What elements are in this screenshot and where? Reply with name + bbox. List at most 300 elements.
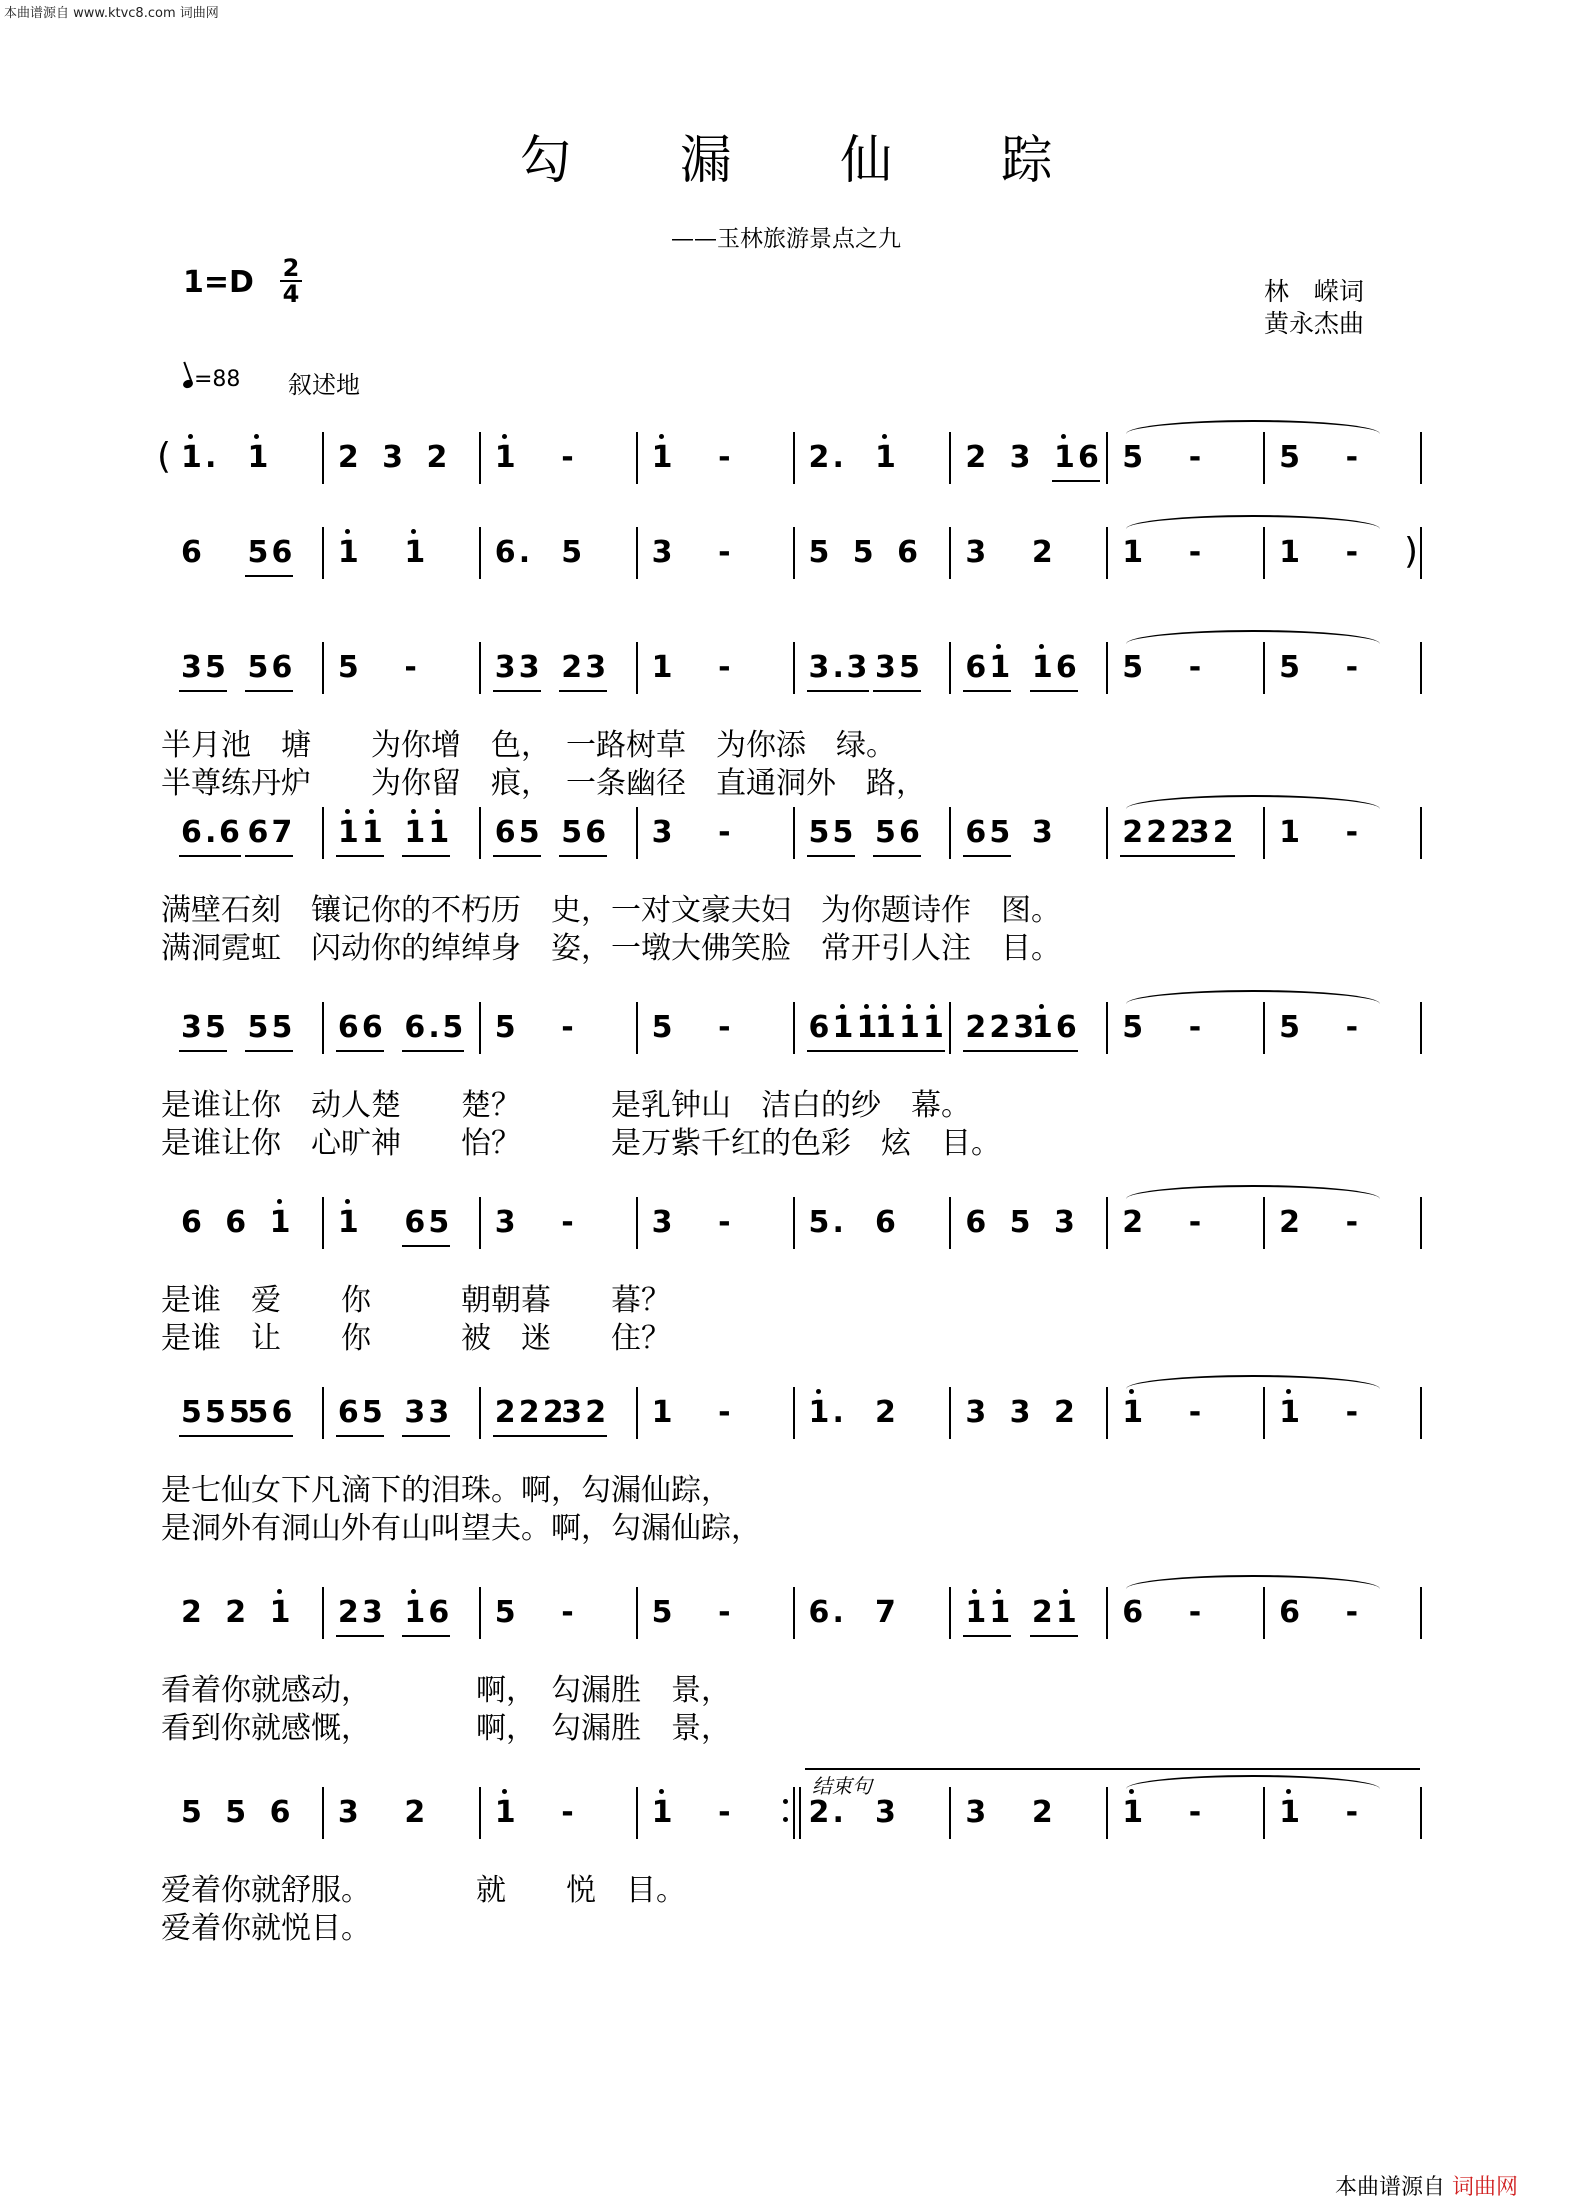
jianpu-note: 6 xyxy=(965,815,987,850)
bar-line xyxy=(1106,1787,1108,1839)
bar-line xyxy=(1106,1387,1108,1439)
bar-line xyxy=(793,1787,795,1839)
jianpu-note: 5 xyxy=(247,1010,269,1045)
octave-dot xyxy=(369,809,374,814)
jianpu-note: 2 xyxy=(1279,1205,1300,1240)
octave-dot xyxy=(906,1004,911,1009)
jianpu-note: 5 xyxy=(442,1010,464,1045)
jianpu-note: 5 xyxy=(1279,440,1300,475)
time-signature-bottom: 4 xyxy=(282,280,300,308)
jianpu-note: 2 xyxy=(518,1395,540,1430)
jianpu-note: 6 xyxy=(965,650,987,685)
jianpu-note: 1 xyxy=(832,1010,854,1045)
jianpu-note: 1 xyxy=(1279,1795,1300,1830)
tie-slur xyxy=(1126,1185,1380,1199)
jianpu-note: 3 xyxy=(874,650,896,685)
jianpu-note: 1 xyxy=(965,1595,987,1630)
beam-underline xyxy=(963,1635,1011,1637)
jianpu-note: 5 xyxy=(1122,650,1144,685)
page-title: 勾 漏 仙 踪 xyxy=(519,131,1099,191)
beam-underline xyxy=(493,690,541,692)
bar-line xyxy=(1106,642,1108,694)
lyric-line: 半月池 塘 为你增 色， 一路树草 为你添 绿。 xyxy=(161,728,896,763)
beam-underline xyxy=(336,1635,384,1637)
beam-underline xyxy=(1052,480,1100,482)
dash-note: - xyxy=(1188,1595,1202,1630)
bar-line xyxy=(1420,432,1422,484)
jianpu-note: 3 xyxy=(1013,1010,1035,1045)
jianpu-note: 3 xyxy=(181,650,202,685)
beam-underline xyxy=(179,1050,227,1052)
jianpu-note: 1 xyxy=(651,1395,673,1430)
jianpu-note: 2 xyxy=(1031,535,1053,570)
dotted-note: . xyxy=(205,815,217,850)
bar-line xyxy=(793,1197,795,1249)
beam-underline xyxy=(245,1050,293,1052)
bar-line xyxy=(1420,1002,1422,1054)
bar-line xyxy=(1420,1587,1422,1639)
dash-note: - xyxy=(1345,535,1359,570)
jianpu-note: 2 xyxy=(1031,1795,1053,1830)
jianpu-note: 6 xyxy=(181,535,202,570)
bar-line xyxy=(479,432,481,484)
beam-underline xyxy=(559,1435,607,1437)
bar-line xyxy=(322,1787,324,1839)
jianpu-note: 3 xyxy=(1031,815,1053,850)
lyric-line: 是谁让你 动人楚 楚？ 是乳钟山 洁白的纱 幕。 xyxy=(161,1088,971,1123)
beam-underline xyxy=(179,1435,251,1437)
jianpu-note: 5 xyxy=(989,815,1011,850)
bar-line xyxy=(1420,807,1422,859)
dash-note: - xyxy=(561,1205,574,1240)
quarter-note-icon xyxy=(182,379,194,390)
bar-line xyxy=(636,1002,638,1054)
jianpu-note: 1 xyxy=(989,650,1011,685)
jianpu-note: 3 xyxy=(846,650,868,685)
jianpu-note: 3 xyxy=(361,1595,383,1630)
jianpu-note: 5 xyxy=(181,1395,202,1430)
jianpu-note: 2 xyxy=(404,1795,426,1830)
beam-underline xyxy=(807,855,855,857)
jianpu-note: 5 xyxy=(181,1795,202,1830)
bar-line xyxy=(1420,1197,1422,1249)
jianpu-note: 2 xyxy=(1212,815,1234,850)
jianpu-note: 2 xyxy=(561,650,583,685)
jianpu-note: 2 xyxy=(808,1795,830,1830)
open-paren: ( xyxy=(157,436,172,477)
jianpu-note: 6 xyxy=(337,1010,359,1045)
tie-slur xyxy=(1126,1575,1380,1589)
jianpu-note: 6 xyxy=(181,815,202,850)
jianpu-note: 1 xyxy=(494,440,516,475)
jianpu-note: 6 xyxy=(247,815,269,850)
jianpu-note: 3 xyxy=(965,1795,987,1830)
bar-line xyxy=(322,1002,324,1054)
beam-underline xyxy=(807,690,869,692)
jianpu-note: 6 xyxy=(897,535,918,570)
jianpu-note: 3 xyxy=(585,650,607,685)
dash-note: - xyxy=(561,1010,574,1045)
jianpu-note: 1 xyxy=(1279,1395,1300,1430)
beam-underline xyxy=(1030,1050,1078,1052)
jianpu-note: 1 xyxy=(1279,815,1300,850)
lyricist-credit: 林 嵘词 xyxy=(1264,277,1365,306)
octave-dot xyxy=(345,809,350,814)
lyric-line: 看到你就感慨， 啊， 勾漏胜 景， xyxy=(161,1711,731,1746)
jianpu-note: 1 xyxy=(1122,1795,1144,1830)
jianpu-note: 6 xyxy=(898,815,920,850)
beam-underline xyxy=(559,855,607,857)
dash-note: - xyxy=(1188,650,1202,685)
jianpu-note: 6 xyxy=(965,1205,987,1240)
dash-note: - xyxy=(718,1395,731,1430)
jianpu-note: 3 xyxy=(382,440,404,475)
jianpu-note: 1 xyxy=(922,1010,944,1045)
dash-note: - xyxy=(1188,1795,1202,1830)
bar-line xyxy=(793,432,795,484)
octave-dot xyxy=(996,1589,1001,1594)
bar-line xyxy=(793,1587,795,1639)
bar-line xyxy=(949,1002,951,1054)
jianpu-note: 6 xyxy=(219,815,240,850)
jianpu-note: 1 xyxy=(808,1395,830,1430)
octave-dot xyxy=(1063,1589,1068,1594)
jianpu-note: 3 xyxy=(561,1395,583,1430)
tie-slur xyxy=(1126,630,1380,644)
dotted-note: . xyxy=(428,1010,440,1045)
octave-dot xyxy=(411,809,416,814)
bar-line xyxy=(1263,1787,1265,1839)
jianpu-note: 3 xyxy=(965,535,987,570)
jianpu-note: 1 xyxy=(181,440,202,475)
jianpu-note: 3 xyxy=(1009,440,1031,475)
jianpu-note: 3 xyxy=(428,1395,450,1430)
tie-slur xyxy=(1126,515,1380,529)
dash-note: - xyxy=(1188,1205,1202,1240)
jianpu-note: 3 xyxy=(1009,1395,1031,1430)
octave-dot xyxy=(254,434,259,439)
jianpu-note: 1 xyxy=(337,815,359,850)
dotted-note: . xyxy=(205,440,217,475)
tie-slur xyxy=(1126,1775,1380,1789)
jianpu-note: 5 xyxy=(361,1395,383,1430)
bar-line xyxy=(1106,807,1108,859)
octave-dot xyxy=(996,644,1001,649)
jianpu-note: 1 xyxy=(989,1595,1011,1630)
beam-underline xyxy=(873,690,921,692)
octave-dot xyxy=(659,434,664,439)
jianpu-note: 7 xyxy=(874,1595,896,1630)
jianpu-note: 5 xyxy=(247,535,269,570)
beam-underline xyxy=(402,855,450,857)
jianpu-note: 5 xyxy=(1279,1010,1300,1045)
jianpu-note: 3 xyxy=(874,1795,896,1830)
bar-line xyxy=(1263,1387,1265,1439)
beam-underline xyxy=(179,690,227,692)
dash-note: - xyxy=(1345,1595,1359,1630)
beam-underline xyxy=(245,575,293,577)
dash-note: - xyxy=(718,1595,731,1630)
octave-dot xyxy=(277,1589,282,1594)
beam-underline xyxy=(963,690,1011,692)
jianpu-note: 5 xyxy=(494,1010,516,1045)
jianpu-note: 1 xyxy=(1053,440,1075,475)
jianpu-note: 5 xyxy=(1279,650,1300,685)
bar-line xyxy=(636,807,638,859)
key-signature: 1=D xyxy=(183,265,254,300)
jianpu-note: 6 xyxy=(337,1395,359,1430)
bar-line xyxy=(1106,527,1108,579)
jianpu-note: 1 xyxy=(651,650,673,685)
jianpu-note: 5 xyxy=(1122,440,1144,475)
dash-note: - xyxy=(404,650,417,685)
bar-line xyxy=(1263,807,1265,859)
bar-line xyxy=(636,1197,638,1249)
dash-note: - xyxy=(561,1795,574,1830)
jianpu-note: 1 xyxy=(898,1010,920,1045)
lyric-line: 看着你就感动， 啊， 勾漏胜 景， xyxy=(161,1673,731,1708)
lyric-line: 半尊练丹炉 为你留 痕， 一条幽径 直通洞外 路， xyxy=(161,766,926,801)
jianpu-note: 2 xyxy=(542,1395,564,1430)
jianpu-note: 3 xyxy=(651,1205,673,1240)
beam-underline xyxy=(179,855,241,857)
beam-underline xyxy=(402,1050,464,1052)
beam-underline xyxy=(807,1050,879,1052)
dash-note: - xyxy=(1188,1010,1202,1045)
bar-line xyxy=(1263,1197,1265,1249)
dotted-note: . xyxy=(832,1795,844,1830)
dash-note: - xyxy=(1345,650,1359,685)
footer-source-text: 本曲谱源自 xyxy=(1335,2175,1446,2200)
jianpu-note: 1 xyxy=(1055,1595,1077,1630)
bar-line xyxy=(1263,642,1265,694)
jianpu-note: 6 xyxy=(808,1010,830,1045)
jianpu-note: 5 xyxy=(205,1010,226,1045)
bar-line xyxy=(322,1197,324,1249)
bar-line xyxy=(949,527,951,579)
jianpu-note: 1 xyxy=(428,815,450,850)
octave-dot xyxy=(1039,644,1044,649)
jianpu-note: 6 xyxy=(404,1205,426,1240)
lyric-line: 是谁 让 你 被 迷 住？ xyxy=(161,1321,671,1356)
jianpu-note: 6 xyxy=(271,1395,293,1430)
dotted-note: . xyxy=(832,650,844,685)
footer-site-text: 词曲网 xyxy=(1452,2175,1519,2200)
jianpu-note: 2 xyxy=(965,1010,987,1045)
jianpu-note: 2 xyxy=(337,1595,359,1630)
ending-bracket xyxy=(805,1768,1420,1770)
dotted-note: . xyxy=(832,1205,844,1240)
lyric-line: 是谁让你 心旷神 怡？ 是万紫千红的色彩 炫 目。 xyxy=(161,1126,1001,1161)
octave-dot xyxy=(277,1199,282,1204)
beam-underline xyxy=(873,855,921,857)
jianpu-note: 3 xyxy=(1053,1205,1075,1240)
jianpu-note: 2 xyxy=(225,1595,247,1630)
jianpu-note: 2 xyxy=(1170,815,1192,850)
jianpu-note: 2 xyxy=(337,440,359,475)
beam-underline xyxy=(493,855,541,857)
jianpu-note: 1 xyxy=(856,1010,878,1045)
jianpu-note: 5 xyxy=(651,1595,673,1630)
bar-line xyxy=(1263,1587,1265,1639)
jianpu-note: 6 xyxy=(361,1010,383,1045)
bar-line xyxy=(322,1587,324,1639)
jianpu-note: 5 xyxy=(852,535,874,570)
dotted-note: . xyxy=(518,535,531,570)
jianpu-note: 5 xyxy=(494,1595,516,1630)
octave-dot xyxy=(1286,1789,1291,1794)
jianpu-note: 6 xyxy=(225,1205,247,1240)
bar-line xyxy=(636,432,638,484)
bar-line xyxy=(949,1387,951,1439)
octave-dot xyxy=(345,1199,350,1204)
time-signature-top: 2 xyxy=(282,254,300,282)
octave-dot xyxy=(435,809,440,814)
jianpu-note: 1 xyxy=(404,535,426,570)
jianpu-note: 1 xyxy=(651,1795,673,1830)
jianpu-note: 1 xyxy=(1031,650,1053,685)
jianpu-note: 3 xyxy=(651,535,673,570)
dash-note: - xyxy=(718,1205,731,1240)
dash-note: - xyxy=(1345,815,1359,850)
dash-note: - xyxy=(1345,1010,1359,1045)
bar-line xyxy=(322,642,324,694)
jianpu-note: 5 xyxy=(874,815,896,850)
beam-underline xyxy=(402,1245,450,1247)
dash-note: - xyxy=(1188,1395,1202,1430)
jianpu-note: 1 xyxy=(337,1205,359,1240)
dash-note: - xyxy=(1345,1795,1359,1830)
bar-line xyxy=(793,1387,795,1439)
octave-dot xyxy=(345,529,350,534)
bar-line xyxy=(949,642,951,694)
bar-line xyxy=(479,527,481,579)
jianpu-note: 6 xyxy=(494,815,516,850)
jianpu-note: 6 xyxy=(271,650,293,685)
jianpu-note: 2 xyxy=(181,1595,202,1630)
octave-dot xyxy=(1061,434,1066,439)
jianpu-note: 2 xyxy=(585,1395,607,1430)
jianpu-note: 5 xyxy=(518,815,540,850)
tie-slur xyxy=(1126,990,1380,1004)
beam-underline xyxy=(963,1050,1035,1052)
jianpu-note: 5 xyxy=(808,815,830,850)
octave-dot xyxy=(1039,1004,1044,1009)
bar-line xyxy=(1420,1787,1422,1839)
bar-line xyxy=(1420,1387,1422,1439)
bar-line xyxy=(479,642,481,694)
jianpu-note: 2 xyxy=(1053,1395,1075,1430)
jianpu-note: 5 xyxy=(832,815,854,850)
jianpu-note: 5 xyxy=(271,1010,293,1045)
beam-underline xyxy=(336,855,384,857)
bar-line xyxy=(636,1587,638,1639)
dash-note: - xyxy=(1345,440,1359,475)
jianpu-note: 6 xyxy=(181,1205,202,1240)
jianpu-note: 3 xyxy=(808,650,830,685)
repeat-dot xyxy=(783,1799,788,1804)
page-subtitle: ——玉林旅游景点之九 xyxy=(671,226,901,252)
jianpu-note: 2 xyxy=(1146,815,1168,850)
jianpu-note: 1 xyxy=(269,1595,291,1630)
jianpu-note: 5 xyxy=(229,1395,250,1430)
lyric-line: 爱着你就舒服。 就 悦 目。 xyxy=(161,1873,686,1908)
octave-dot xyxy=(659,1789,664,1794)
jianpu-note: 6 xyxy=(1279,1595,1300,1630)
jianpu-note: 3 xyxy=(1188,815,1210,850)
lyric-line: 是洞外有洞山外有山叫望夫。啊，勾漏仙踪， xyxy=(161,1511,761,1546)
jianpu-note: 1 xyxy=(651,440,673,475)
dash-note: - xyxy=(718,815,731,850)
lyric-line: 是谁 爱 你 朝朝暮 暮？ xyxy=(161,1283,671,1318)
bar-line xyxy=(1263,432,1265,484)
octave-dot xyxy=(816,1389,821,1394)
dash-note: - xyxy=(718,535,731,570)
jianpu-note: 6 xyxy=(808,1595,830,1630)
octave-dot xyxy=(411,529,416,534)
bar-line xyxy=(793,807,795,859)
bar-line xyxy=(479,1387,481,1439)
jianpu-note: 5 xyxy=(898,650,920,685)
beam-underline xyxy=(245,690,293,692)
bar-line xyxy=(636,1387,638,1439)
jianpu-note: 2 xyxy=(1122,815,1144,850)
jianpu-note: 5 xyxy=(808,1205,830,1240)
beam-underline xyxy=(1030,1635,1078,1637)
jianpu-note: 5 xyxy=(561,535,583,570)
jianpu-note: 3 xyxy=(337,1795,359,1830)
beam-underline xyxy=(245,855,293,857)
octave-dot xyxy=(1129,1389,1134,1394)
jianpu-note: 6 xyxy=(271,535,293,570)
beam-underline xyxy=(1120,855,1192,857)
octave-dot xyxy=(502,1789,507,1794)
bar-line xyxy=(949,1787,951,1839)
octave-dot xyxy=(1286,1389,1291,1394)
bar-line xyxy=(479,1197,481,1249)
tie-slur xyxy=(1126,1375,1380,1389)
beam-underline xyxy=(1030,690,1078,692)
jianpu-note: 2 xyxy=(1031,1595,1053,1630)
site-watermark: 本曲谱源自 www.ktvc8.com 词曲网 xyxy=(4,6,219,21)
bar-line xyxy=(1263,527,1265,579)
bar-line xyxy=(479,1002,481,1054)
bar-line xyxy=(1106,1197,1108,1249)
jianpu-note: 5 xyxy=(651,1010,673,1045)
beam-underline xyxy=(336,1050,384,1052)
bar-line xyxy=(793,527,795,579)
bar-line xyxy=(636,642,638,694)
bar-line xyxy=(1263,1002,1265,1054)
jianpu-note: 1 xyxy=(1279,535,1300,570)
jianpu-note: 3 xyxy=(404,1395,426,1430)
bar-line xyxy=(793,642,795,694)
octave-dot xyxy=(840,1004,845,1009)
bar-line xyxy=(1106,1002,1108,1054)
jianpu-note: 2 xyxy=(494,1395,516,1430)
beam-underline xyxy=(493,1435,565,1437)
dash-note: - xyxy=(561,440,574,475)
dotted-note: . xyxy=(832,440,844,475)
jianpu-note: 2 xyxy=(965,440,987,475)
jianpu-note: 2 xyxy=(426,440,448,475)
repeat-dot xyxy=(783,1817,788,1822)
octave-dot xyxy=(411,1589,416,1594)
beam-underline xyxy=(402,1435,450,1437)
jianpu-note: 6 xyxy=(1077,440,1099,475)
jianpu-note: 2 xyxy=(808,440,830,475)
jianpu-note: 5 xyxy=(337,650,359,685)
